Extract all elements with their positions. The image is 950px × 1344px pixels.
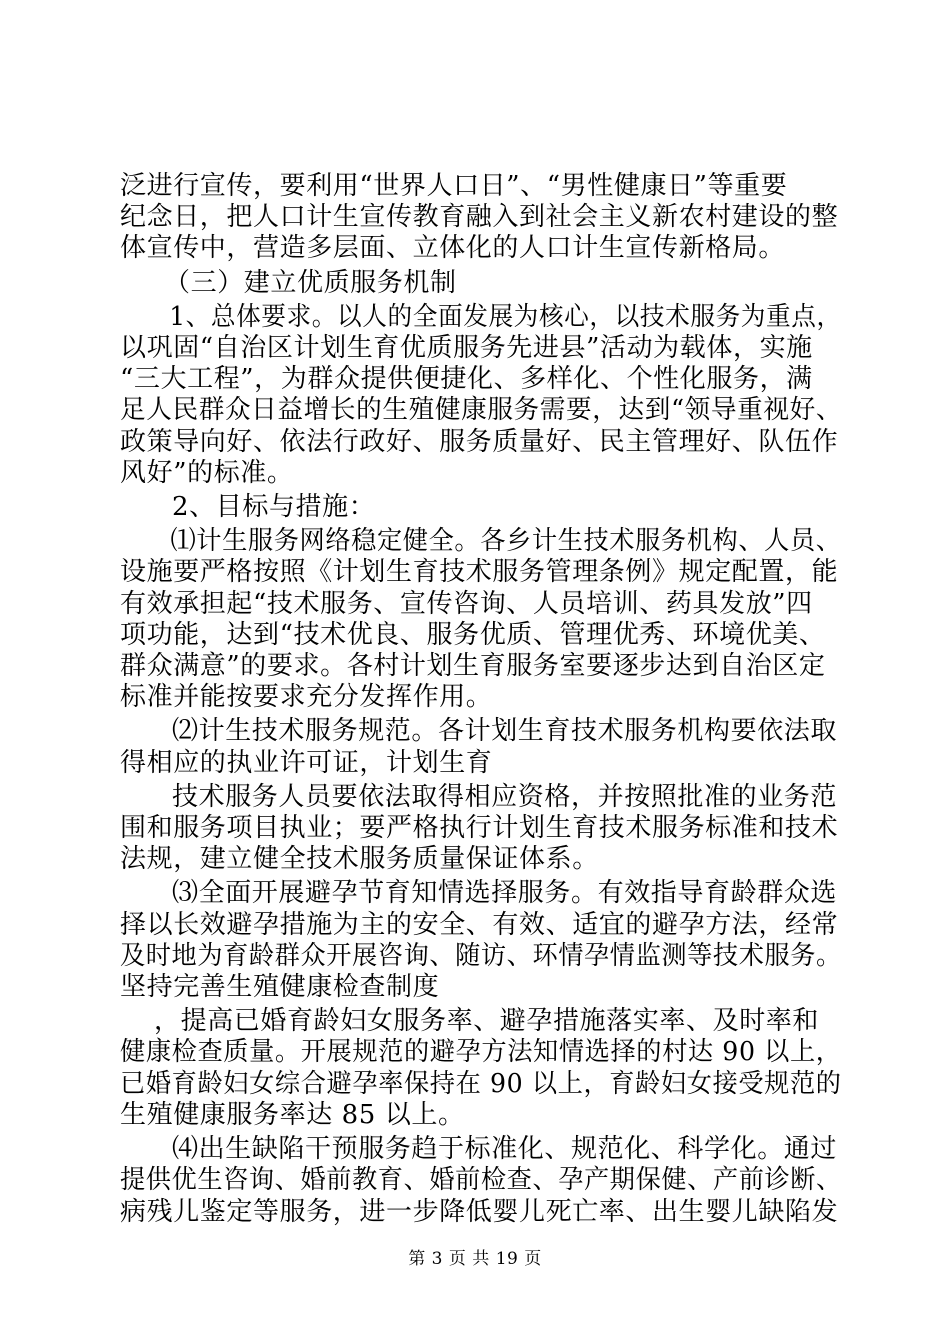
section-heading: （三）建立优质服务机制	[164, 267, 457, 298]
text-line: 有效承担起“技术服务、宣传咨询、人员培训、药具发放”四	[120, 588, 813, 619]
text-line: 纪念日，把人口计生宣传教育融入到社会主义新农村建设的整	[120, 202, 839, 233]
page-number: 第 3 页 共 19 页	[408, 1249, 542, 1269]
text-line: 提供优生咨询、婚前教育、婚前检查、孕产期保健、产前诊断、	[120, 1165, 842, 1196]
text-line: 泛进行宣传，要利用“世界人口日”、“男性健康日”等重要	[120, 171, 788, 201]
text-line: 健康检查质量。开展规范的避孕方法知情选择的村达 90 以上，	[120, 1037, 842, 1068]
text-line: ⑷出生缺陷干预服务趋于标准化、规范化、科学化。通过	[172, 1134, 838, 1165]
text-line: ⑵计生技术服务规范。各计划生育技术服务机构要依法取	[172, 716, 838, 747]
text-line: 标准并能按要求充分发挥作用。	[120, 682, 493, 713]
text-line: 风好”的标准。	[120, 457, 294, 488]
text-line: 政策导向好、依法行政好、服务质量好、民主管理好、队伍作	[120, 426, 839, 457]
text-line: 足人民群众日益增长的生殖健康服务需要，达到“领导重视好、	[120, 395, 843, 426]
text-line: 1、总体要求。以人的全面发展为核心，以技术服务为重点，	[169, 301, 842, 332]
text-line: 2、目标与措施：	[172, 492, 376, 523]
text-line: 项功能，达到“技术优良、服务优质、管理优秀、环境优美、	[120, 619, 826, 650]
text-line: 技术服务人员要依法取得相应资格，并按照批准的业务范	[172, 781, 838, 812]
text-line: ⑴计生服务网络稳定健全。各乡计生技术服务机构、人员、	[170, 526, 842, 557]
text-line: 坚持完善生殖健康检查制度	[120, 972, 440, 1003]
text-line: 设施要严格按照《计划生育技术服务管理条例》规定配置，能	[120, 557, 839, 588]
text-line: 生殖健康服务率达 85 以上。	[120, 1099, 465, 1130]
text-line: ，提高已婚育龄妇女服务率、避孕措施落实率、及时率和	[154, 1006, 820, 1037]
text-line: 及时地为育龄群众开展咨询、随访、环情孕情监测等技术服务。	[120, 940, 842, 971]
text-line: 以巩固“自治区计划生育优质服务先进县”活动为载体，实施	[120, 333, 813, 364]
text-line: 群众满意”的要求。各村计划生育服务室要逐步达到自治区定	[120, 651, 826, 682]
text-line: ⑶全面开展避孕节育知情选择服务。有效指导育龄群众选	[172, 878, 838, 909]
text-line: 择以长效避孕措施为主的安全、有效、适宜的避孕方法，经常	[120, 909, 839, 940]
body-text	[120, 171, 843, 1228]
text-line: 得相应的执业许可证，计划生育	[120, 747, 493, 778]
text-line: “三大工程”，为群众提供便捷化、多样化、个性化服务，满	[120, 364, 813, 395]
text-line: 法规，建立健全技术服务质量保证体系。	[120, 844, 599, 875]
text-line: 体宣传中，营造多层面、立体化的人口计生宣传新格局。	[120, 233, 786, 264]
text-line: 病残儿鉴定等服务，进一步降低婴儿死亡率、出生婴儿缺陷发	[120, 1196, 839, 1227]
text-line: 围和服务项目执业；要严格执行计划生育技术服务标准和技术	[120, 813, 839, 844]
text-line: 已婚育龄妇女综合避孕率保持在 90 以上，育龄妇女接受规范的	[120, 1068, 842, 1099]
